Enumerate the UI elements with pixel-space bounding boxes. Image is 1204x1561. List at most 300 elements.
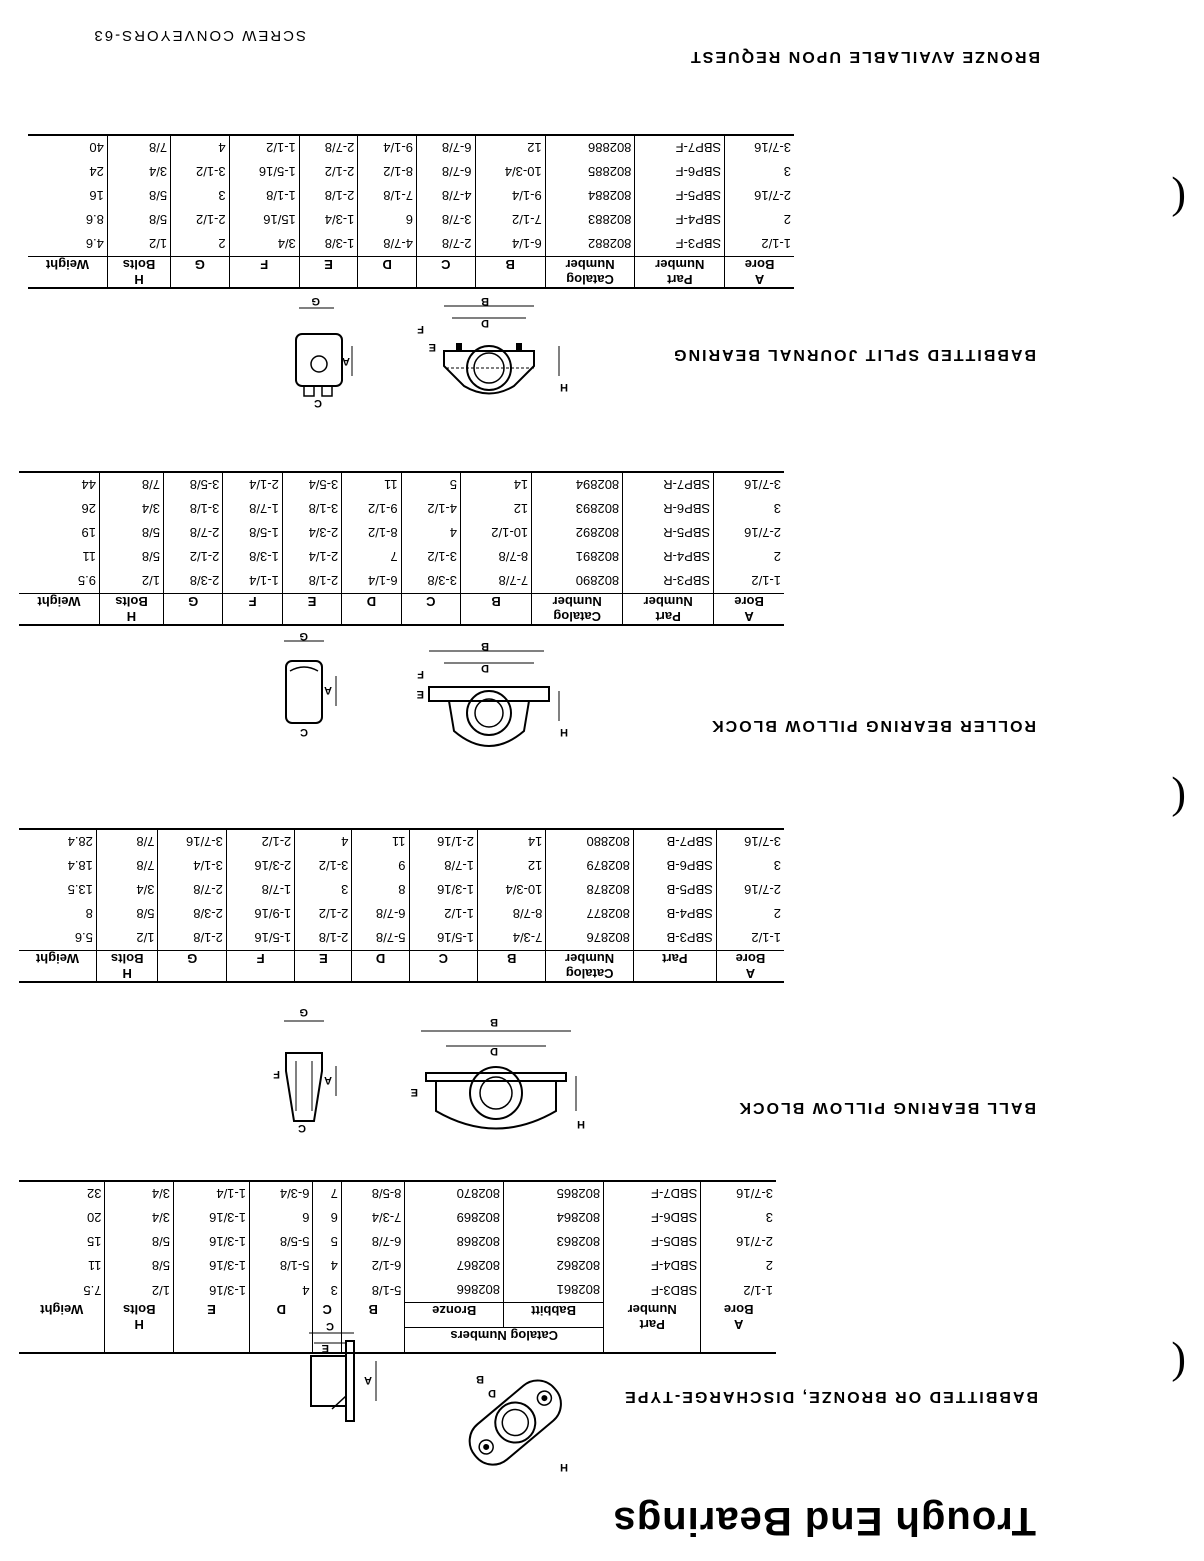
roller-table-body xyxy=(19,472,784,594)
table-cell: 802876 xyxy=(546,926,634,951)
table-cell: 1-1/2 xyxy=(409,902,477,926)
table-cell: 3-1/2 xyxy=(401,545,460,569)
dim-label-g: G xyxy=(299,1006,308,1018)
table-cell: SBP5-F xyxy=(635,184,725,208)
table-cell: 9-1/4 xyxy=(475,184,545,208)
table-cell: 3-1/8 xyxy=(164,497,223,521)
table-cell: 2-1/8 xyxy=(282,569,341,594)
table-cell: 1-1/2 xyxy=(714,569,784,594)
col-bolts: H Bolts xyxy=(107,257,170,289)
table-cell: 5-1/8 xyxy=(341,1278,405,1303)
table-cell: 10-3/4 xyxy=(475,160,545,184)
dim-label-f: F xyxy=(273,1068,280,1080)
table-cell: 3-7/16 xyxy=(716,829,784,854)
bronze-note: BRONZE AVAILABLE UPON REQUEST xyxy=(688,48,1040,65)
col-weight: Weight xyxy=(19,1303,105,1354)
col-bolts: H Bolts xyxy=(99,594,163,626)
section-title-roller-bearing: ROLLER BEARING PILLOW BLOCK xyxy=(710,717,1036,734)
table-cell: 3 xyxy=(171,184,230,208)
table-row xyxy=(19,1254,776,1278)
col-catalog: Catalog Number xyxy=(532,594,623,626)
table-cell: 802867 xyxy=(405,1254,504,1278)
col-g: G xyxy=(164,594,223,626)
table-cell: 1-7/8 xyxy=(226,878,294,902)
ball-table-body xyxy=(19,829,784,951)
dim-label-c: C xyxy=(300,726,308,738)
table-cell: 13.5 xyxy=(19,878,96,902)
roller-bearing-table xyxy=(19,471,784,626)
table-cell: 1-9/16 xyxy=(226,902,294,926)
table-cell: 3-7/8 xyxy=(416,208,475,232)
dim-label-e: E xyxy=(416,688,424,700)
table-cell: SBP7-B xyxy=(633,829,716,854)
table-cell: 1-5/16 xyxy=(409,926,477,951)
split-journal-front-diagram xyxy=(404,296,574,406)
dim-label-e: E xyxy=(428,341,436,353)
table-cell: 10-3/4 xyxy=(477,878,545,902)
table-cell: 1-3/16 xyxy=(409,878,477,902)
table-cell: 3-7/16 xyxy=(158,829,226,854)
table-cell: 7/8 xyxy=(107,135,170,160)
dim-label-a: A xyxy=(324,1074,332,1086)
table-cell: 1/2 xyxy=(107,232,170,257)
roller-bearing-side-diagram xyxy=(264,631,344,741)
table-cell: 802868 xyxy=(405,1230,504,1254)
table-row xyxy=(19,829,784,854)
table-cell: 4-7/8 xyxy=(358,232,417,257)
table-cell: 802880 xyxy=(546,829,634,854)
dim-label-d: D xyxy=(490,1045,498,1057)
table-row xyxy=(19,472,784,497)
table-cell: 2-7/8 xyxy=(416,232,475,257)
table-cell: 2 xyxy=(714,545,784,569)
table-cell: 8.6 xyxy=(28,208,107,232)
dim-label-g: G xyxy=(299,630,308,642)
table-cell: 6-7/8 xyxy=(352,902,409,926)
binder-hole-mark: ( xyxy=(1171,776,1186,825)
table-cell: 1-3/8 xyxy=(299,232,358,257)
dim-label-g: G xyxy=(311,295,320,307)
table-cell: SBP3-F xyxy=(635,232,725,257)
table-cell: 1-5/16 xyxy=(226,926,294,951)
table-cell: 8 xyxy=(19,902,96,926)
table-cell: 7 xyxy=(342,545,401,569)
table-row xyxy=(19,1278,776,1303)
table-row xyxy=(28,135,794,160)
table-cell: 4-1/2 xyxy=(401,497,460,521)
table-cell: 2-1/2 xyxy=(171,208,230,232)
table-cell: 3 xyxy=(714,497,784,521)
table-cell: 7 xyxy=(313,1181,341,1206)
table-cell: 9-1/2 xyxy=(342,497,401,521)
table-cell: 5/8 xyxy=(105,1230,173,1254)
table-cell: 6-1/4 xyxy=(475,232,545,257)
table-cell: 7-1/2 xyxy=(475,208,545,232)
table-cell: 1-1/2 xyxy=(701,1278,776,1303)
col-bore: A Bore xyxy=(714,594,784,626)
split-journal-table-body xyxy=(28,135,794,257)
table-cell: 1-7/8 xyxy=(409,854,477,878)
table-cell: 1-5/8 xyxy=(223,521,282,545)
table-row xyxy=(19,497,784,521)
table-cell: SBP6-F xyxy=(635,160,725,184)
table-cell: 7/8 xyxy=(96,829,158,854)
table-cell: 11 xyxy=(19,1254,105,1278)
table-cell: 8-7/8 xyxy=(477,902,545,926)
table-cell: 5/8 xyxy=(96,902,158,926)
dim-label-h: H xyxy=(560,1461,568,1473)
table-cell: SBP6-B xyxy=(633,854,716,878)
dim-label-c: C xyxy=(326,1320,334,1332)
dim-label-e: E xyxy=(410,1086,418,1098)
table-cell: 1-1/8 xyxy=(229,184,299,208)
table-cell: 28.4 xyxy=(19,829,96,854)
table-cell: 15/16 xyxy=(229,208,299,232)
section-title-ball-bearing: BALL BEARING PILLOW BLOCK xyxy=(737,1099,1036,1116)
col-catalog-numbers: Catalog Numbers xyxy=(405,1328,604,1354)
table-cell: 40 xyxy=(28,135,107,160)
table-cell: 4 xyxy=(171,135,230,160)
dim-label-b: B xyxy=(476,1373,484,1385)
table-cell: 802877 xyxy=(546,902,634,926)
dim-label-c: C xyxy=(314,397,322,409)
split-journal-side-diagram xyxy=(274,295,354,409)
table-cell: SBD4-F xyxy=(604,1254,701,1278)
table-cell: SBP7-F xyxy=(635,135,725,160)
split-journal-table xyxy=(28,134,794,289)
table-cell: 3/4 xyxy=(105,1206,173,1230)
table-cell: 3/4 xyxy=(107,160,170,184)
table-cell: 14 xyxy=(477,829,545,854)
table-cell: 4 xyxy=(401,521,460,545)
table-cell: 3-7/16 xyxy=(701,1181,776,1206)
table-cell: 7-1/8 xyxy=(358,184,417,208)
table-cell: 2-7/8 xyxy=(158,878,226,902)
table-cell: SBP6-R xyxy=(623,497,714,521)
table-cell: 2-1/4 xyxy=(282,545,341,569)
table-cell: 802863 xyxy=(504,1230,604,1254)
table-cell: 6-7/8 xyxy=(416,135,475,160)
dim-label-b: B xyxy=(481,640,489,652)
table-cell: 2-1/2 xyxy=(226,829,294,854)
dim-label-b: B xyxy=(490,1016,498,1028)
table-cell: 11 xyxy=(19,545,99,569)
col-bolts: H Bolts xyxy=(96,951,158,983)
table-cell: 802869 xyxy=(405,1206,504,1230)
col-g: G xyxy=(171,257,230,289)
dim-label-e: E xyxy=(321,1342,329,1354)
table-cell: 2-3/8 xyxy=(164,569,223,594)
table-cell: 12 xyxy=(461,497,532,521)
dim-label-a: A xyxy=(324,684,332,696)
section-title-discharge: BABBITTED OR BRONZE, DISCHARGE-TYPE xyxy=(623,1388,1038,1405)
table-cell: 9-1/4 xyxy=(358,135,417,160)
table-cell: 3/4 xyxy=(105,1181,173,1206)
col-bore: A Bore xyxy=(716,951,784,983)
table-cell: 5 xyxy=(313,1230,341,1254)
table-cell: SBD5-F xyxy=(604,1230,701,1254)
col-part-number: Part Number xyxy=(635,257,725,289)
col-e: E xyxy=(282,594,341,626)
ball-bearing-table xyxy=(19,828,784,983)
dim-label-f: F xyxy=(417,323,424,335)
table-row xyxy=(19,902,784,926)
table-cell: 3-7/16 xyxy=(725,135,794,160)
table-cell: 6 xyxy=(313,1206,341,1230)
table-cell: 802866 xyxy=(405,1278,504,1303)
table-cell: 802865 xyxy=(504,1181,604,1206)
table-row xyxy=(19,854,784,878)
page-title: Trough End Bearings xyxy=(612,1499,1036,1543)
table-cell: 802885 xyxy=(545,160,635,184)
table-cell: 6-1/2 xyxy=(341,1254,405,1278)
table-cell: 2-7/16 xyxy=(716,878,784,902)
col-weight: Weight xyxy=(19,594,99,626)
table-cell: SBP5-B xyxy=(633,878,716,902)
table-cell: SBP5-R xyxy=(623,521,714,545)
table-cell: 3/4 xyxy=(99,497,163,521)
table-cell: 1-3/16 xyxy=(173,1278,249,1303)
page-footer: SCREW CONVEYORS-63 xyxy=(92,27,306,44)
dim-label-c: C xyxy=(298,1122,306,1134)
table-cell: SBD7-F xyxy=(604,1181,701,1206)
table-cell: 802879 xyxy=(546,854,634,878)
col-d: D xyxy=(358,257,417,289)
table-cell: 8-7/8 xyxy=(461,545,532,569)
table-cell: 4.6 xyxy=(28,232,107,257)
table-cell: 3-5/8 xyxy=(164,472,223,497)
col-c: C xyxy=(416,257,475,289)
table-cell: 2-3/8 xyxy=(158,902,226,926)
table-cell: 5-1/8 xyxy=(249,1254,313,1278)
table-cell: 10-1/2 xyxy=(461,521,532,545)
table-cell: 4 xyxy=(295,829,352,854)
table-cell: 1-1/2 xyxy=(229,135,299,160)
table-cell: 16 xyxy=(28,184,107,208)
table-cell: 802893 xyxy=(532,497,623,521)
col-b: B xyxy=(475,257,545,289)
table-cell: SBP7-R xyxy=(623,472,714,497)
table-cell: 6-1/4 xyxy=(342,569,401,594)
table-cell: 2-1/2 xyxy=(295,902,352,926)
table-cell: 1-1/2 xyxy=(725,232,794,257)
table-cell: 11 xyxy=(342,472,401,497)
table-cell: 3-1/4 xyxy=(158,854,226,878)
dim-label-h: H xyxy=(560,726,568,738)
table-cell: 2-1/2 xyxy=(164,545,223,569)
table-cell: 9 xyxy=(352,854,409,878)
table-cell: SBP4-B xyxy=(633,902,716,926)
table-cell: 4-7/8 xyxy=(416,184,475,208)
table-cell: 802883 xyxy=(545,208,635,232)
table-cell: 3-1/2 xyxy=(295,854,352,878)
table-cell: 9.5 xyxy=(19,569,99,594)
col-d: D xyxy=(249,1303,313,1354)
table-row xyxy=(19,926,784,951)
table-cell: 1-3/16 xyxy=(173,1230,249,1254)
table-cell: 1-7/8 xyxy=(223,497,282,521)
table-row xyxy=(28,232,794,257)
table-cell: 3-7/16 xyxy=(714,472,784,497)
col-e: E xyxy=(299,257,358,289)
table-cell: 5/8 xyxy=(99,521,163,545)
table-cell: 11 xyxy=(352,829,409,854)
dim-label-b: B xyxy=(481,295,489,307)
col-catalog: Catalog Number xyxy=(545,257,635,289)
table-cell: 15 xyxy=(19,1230,105,1254)
table-cell: 2-1/8 xyxy=(299,184,358,208)
table-cell: 2 xyxy=(725,208,794,232)
table-cell: 1/2 xyxy=(99,569,163,594)
table-cell: 7/8 xyxy=(99,472,163,497)
dim-label-f: F xyxy=(417,668,424,680)
table-cell: 3-5/4 xyxy=(282,472,341,497)
table-row xyxy=(19,1230,776,1254)
table-cell: 4 xyxy=(313,1254,341,1278)
table-row xyxy=(28,208,794,232)
table-row xyxy=(19,1206,776,1230)
table-cell: 5 xyxy=(401,472,460,497)
dim-label-d: D xyxy=(481,662,489,674)
col-bolts: H Bolts xyxy=(105,1303,173,1354)
table-cell: 802894 xyxy=(532,472,623,497)
table-row xyxy=(28,160,794,184)
table-cell: 5/8 xyxy=(99,545,163,569)
table-cell: 12 xyxy=(475,135,545,160)
col-f: F xyxy=(223,594,282,626)
table-cell: 5-7/8 xyxy=(352,926,409,951)
col-part-number: Part Number xyxy=(623,594,714,626)
discharge-table-body xyxy=(19,1181,776,1303)
table-cell: 6-7/8 xyxy=(341,1230,405,1254)
table-cell: 2-1/4 xyxy=(223,472,282,497)
col-c: C xyxy=(313,1303,341,1354)
table-cell: 1-5/16 xyxy=(229,160,299,184)
table-cell: 1-1/4 xyxy=(223,569,282,594)
binder-hole-mark: ( xyxy=(1171,1341,1186,1390)
table-cell: 802862 xyxy=(504,1254,604,1278)
dim-label-a: A xyxy=(364,1374,372,1386)
col-d: D xyxy=(352,951,409,983)
table-cell: SBP3-B xyxy=(633,926,716,951)
table-cell: 2-7/8 xyxy=(164,521,223,545)
dim-label-d: D xyxy=(481,317,489,329)
col-f: F xyxy=(226,951,294,983)
table-cell: SBD6-F xyxy=(604,1206,701,1230)
table-cell: 3-3/8 xyxy=(401,569,460,594)
col-b: B xyxy=(477,951,545,983)
table-cell: 802878 xyxy=(546,878,634,902)
table-cell: 7-7/8 xyxy=(461,569,532,594)
table-cell: 2-3/4 xyxy=(282,521,341,545)
table-row xyxy=(28,184,794,208)
table-cell: 2-7/16 xyxy=(725,184,794,208)
table-cell: 7-3/4 xyxy=(477,926,545,951)
col-d: D xyxy=(342,594,401,626)
col-part-number: Part Number xyxy=(604,1303,701,1354)
table-cell: 2-1/2 xyxy=(299,160,358,184)
table-cell: 14 xyxy=(461,472,532,497)
table-cell: 802861 xyxy=(504,1278,604,1303)
table-cell: 5/8 xyxy=(105,1254,173,1278)
ball-bearing-side-diagram xyxy=(254,1001,344,1134)
roller-bearing-front-diagram xyxy=(404,641,574,751)
table-cell: 32 xyxy=(19,1181,105,1206)
col-weight: Weight xyxy=(28,257,107,289)
col-bore: A Bore xyxy=(701,1303,776,1354)
table-row xyxy=(19,545,784,569)
table-cell: 7/8 xyxy=(96,854,158,878)
table-cell: 802891 xyxy=(532,545,623,569)
table-cell: 2-7/16 xyxy=(701,1230,776,1254)
table-cell: 5-5/8 xyxy=(249,1230,313,1254)
table-cell: 2-1/16 xyxy=(409,829,477,854)
binder-hole-mark: ( xyxy=(1171,176,1186,225)
table-row xyxy=(19,521,784,545)
table-cell: 1/2 xyxy=(105,1278,173,1303)
table-cell: 1-3/16 xyxy=(173,1254,249,1278)
col-c: C xyxy=(409,951,477,983)
table-cell: 2-1/8 xyxy=(295,926,352,951)
table-cell: 802890 xyxy=(532,569,623,594)
table-cell: 8-1/2 xyxy=(358,160,417,184)
table-cell: 26 xyxy=(19,497,99,521)
table-cell: 2-7/8 xyxy=(299,135,358,160)
table-cell: 2 xyxy=(701,1254,776,1278)
table-cell: 2-3/16 xyxy=(226,854,294,878)
col-f: F xyxy=(229,257,299,289)
table-cell: 1/2 xyxy=(96,926,158,951)
col-b: B xyxy=(461,594,532,626)
table-cell: 6 xyxy=(249,1206,313,1230)
ball-bearing-front-diagram xyxy=(406,1011,586,1141)
dim-label-d: D xyxy=(488,1387,496,1399)
col-catalog: Catalog Number xyxy=(546,951,634,983)
table-cell: 2-7/16 xyxy=(714,521,784,545)
col-e: E xyxy=(173,1303,249,1354)
table-cell: 802884 xyxy=(545,184,635,208)
col-part: Part xyxy=(633,951,716,983)
table-cell: 1-1/4 xyxy=(173,1181,249,1206)
dim-label-h: H xyxy=(560,381,568,393)
table-cell: 802892 xyxy=(532,521,623,545)
table-cell: 3 xyxy=(701,1206,776,1230)
table-cell: 2-1/8 xyxy=(158,926,226,951)
table-cell: 4 xyxy=(249,1278,313,1303)
table-cell: 3/4 xyxy=(229,232,299,257)
table-cell: 18.4 xyxy=(19,854,96,878)
col-babbitt: Babbitt xyxy=(504,1303,604,1328)
table-cell: 8-5/8 xyxy=(341,1181,405,1206)
col-c: C xyxy=(401,594,460,626)
table-row xyxy=(19,1181,776,1206)
table-cell: 2 xyxy=(171,232,230,257)
col-b: B xyxy=(341,1303,405,1354)
col-bore: A Bore xyxy=(725,257,794,289)
table-cell: SBD3-F xyxy=(604,1278,701,1303)
table-cell: 3 xyxy=(716,854,784,878)
table-cell: SBP4-F xyxy=(635,208,725,232)
table-row xyxy=(19,569,784,594)
table-cell: 1-3/16 xyxy=(173,1206,249,1230)
table-cell: 3 xyxy=(295,878,352,902)
col-bronze: Bronze xyxy=(405,1303,504,1328)
table-cell: 3/4 xyxy=(96,878,158,902)
table-cell: 3 xyxy=(313,1278,341,1303)
table-cell: 1-3/8 xyxy=(223,545,282,569)
table-row xyxy=(19,878,784,902)
dim-label-h: H xyxy=(577,1118,585,1130)
